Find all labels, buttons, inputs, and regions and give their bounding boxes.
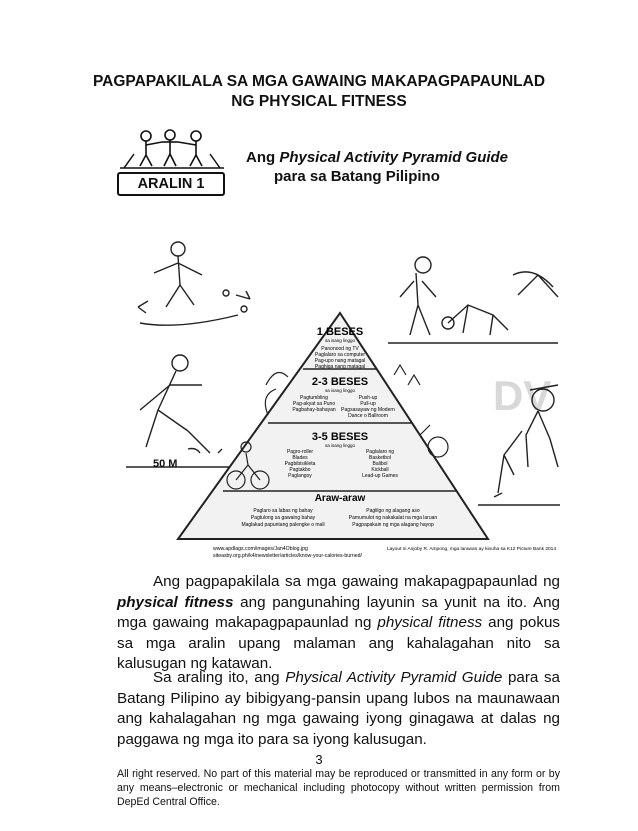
- level2-right-item: Dance o Ballroom: [348, 413, 388, 419]
- level2-left-item: Pagbahay-bahayan: [292, 407, 336, 413]
- level4-left-item: Maglakad papuntang palengke o mall: [241, 522, 325, 528]
- p2-text: para sa Batang Pilipino ay bibigyang-pansin upang lubos na maunawaan ang kahalagahan ng mga gawaing iyong ginagawa at dalas ng paggawa ng mga ito para sa iyong kalusugan.: [117, 669, 560, 748]
- level3-sub: sa isang linggo: [324, 443, 356, 448]
- level3-left-item: Paglangoy: [288, 473, 312, 479]
- level2-right-item: Push-up: [358, 395, 378, 401]
- paragraph-2: [117, 668, 560, 750]
- page-title-line1: PAGPAPAKILALA SA MGA GAWAING MAKAPAGPAPAUNLAD: [92, 73, 546, 90]
- level3-heading: 3-5 BESES: [311, 431, 369, 443]
- page-title-line2: NG PHYSICAL FITNESS: [231, 93, 407, 110]
- level4-right-item: Pagpapakain ng mga alagang hayop: [352, 522, 434, 528]
- level3-left-item: Pagbibisikleta: [284, 461, 316, 467]
- level4-right-item: Paglilgo ng alagang aso: [366, 508, 420, 514]
- paragraph-1: [117, 572, 560, 675]
- level2-right-item: Pull-up: [360, 401, 376, 407]
- level3-right-item: Basketbol: [369, 455, 391, 461]
- level3-left-item: Pagtakbo: [289, 467, 311, 473]
- level3-right-item: Kickball: [371, 467, 389, 473]
- level1-heading: 1 BESES: [316, 326, 364, 338]
- kids-playing-illustration: [118, 128, 226, 174]
- level4-left-item: Paglaro sa labas ng bahay: [253, 508, 313, 514]
- p1-emphasis: physical fitness: [377, 614, 483, 632]
- level1-item: Paglalaro sa computer: [314, 352, 366, 358]
- level2-left-item: Pag-akyat sa Puno: [292, 401, 336, 407]
- p2-text: Sa araling ito, ang: [153, 669, 286, 686]
- lesson-badge: ARALIN 1: [117, 172, 225, 196]
- level2-heading: 2-3 BESES: [311, 376, 369, 388]
- lesson-subtitle-line2: para sa Batang Pilipino: [274, 168, 440, 185]
- p1-text: ang pokus sa mga aralin upang malaman ang kahalagahan nito sa kalusugan ng katawan.: [117, 614, 560, 673]
- p1-text: Ang pagpapakilala sa mga gawaing makapagpapaunlad ng: [153, 573, 560, 590]
- level1-sub: sa isang linggo: [324, 338, 356, 343]
- level3-left-item: Blades: [292, 455, 308, 461]
- copyright-footer: All right reserved. No part of this material may be reproduced or transmitted in any form or by any means–electronic or mechanical including photocopy without written permission from DepEd Central Office.: [117, 768, 560, 808]
- subtitle-italic: Physical Activity Pyramid Guide: [279, 149, 509, 166]
- level4-left-item: Pagtulong sa gawaing bahay: [250, 515, 316, 521]
- level1-item: Panonood ng TV: [321, 346, 359, 352]
- watermark-text: DV: [493, 372, 552, 419]
- level2-left-item: Pagtumbling: [300, 395, 328, 401]
- distance-label: 50 M: [153, 458, 178, 470]
- p2-emphasis: Physical Activity Pyramid Guide: [285, 669, 503, 686]
- p1-text: ang pangunahing layunin sa yunit na ito. Ang mga gawaing makapagpapaunlad ng: [117, 593, 560, 632]
- lesson-subtitle: [246, 148, 546, 167]
- figure-source: www.apdlags.com/images/Jan4Oblog.jpg: [213, 546, 308, 552]
- level3-right-item: Lead-up Games: [362, 473, 398, 479]
- subtitle-prefix: Ang: [246, 149, 280, 166]
- page-number: 3: [315, 752, 323, 767]
- level2-right-item: Pagsasayaw ng Modern: [341, 407, 395, 413]
- activity-pyramid-figure: [118, 235, 563, 565]
- level1-item: Paghiga nang matagal: [314, 364, 366, 370]
- figure-credit: Layout ni Anjoby R. Ampong, mga larawan ay kinuha sa K12 Picture Bank 2014: [386, 547, 556, 552]
- level2-sub: sa isang linggo: [324, 388, 356, 393]
- level3-right-item: Paglalaro ng: [365, 449, 395, 455]
- figure-source: siteasby.org.ph/k4/newsletter/articles/know-your-calories-burned/: [213, 553, 362, 559]
- level3-right-item: Balibol: [372, 461, 388, 467]
- level3-left-item: Pagro-roller: [286, 449, 314, 455]
- p1-emphasis: physical fitness: [117, 593, 234, 611]
- level4-heading: Araw-araw: [314, 493, 366, 504]
- level1-item: Pag-upo nang matagal: [314, 358, 366, 364]
- level4-right-item: Pamumulot ng nakakalat na mga laruan: [348, 515, 438, 521]
